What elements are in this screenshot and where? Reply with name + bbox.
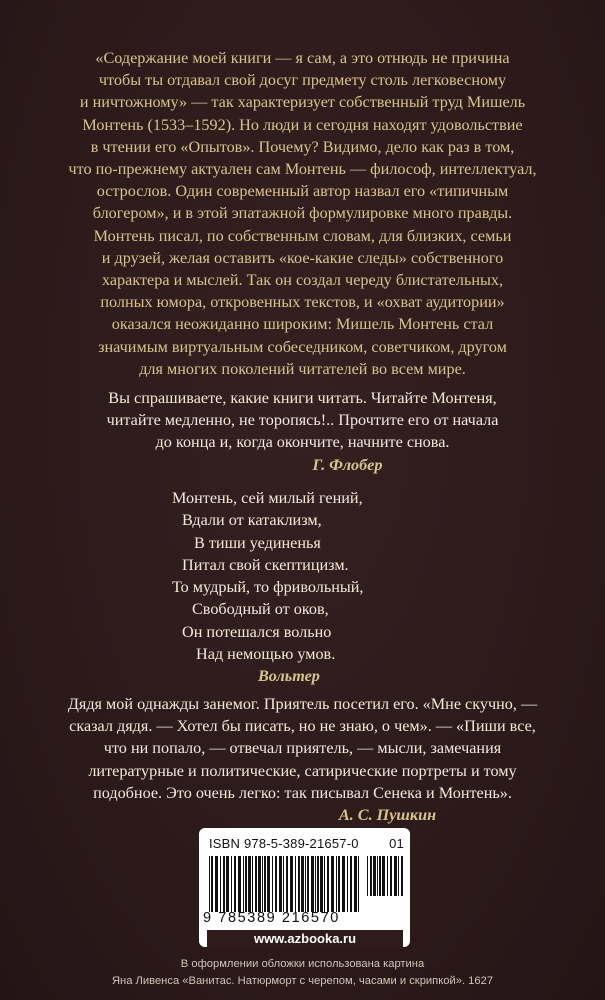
intro-paragraph: [40, 47, 565, 380]
quote-line: литературные и политические, сатирические портреты и тому: [88, 761, 517, 780]
poem-line: То мудрый, то фривольный,: [172, 578, 364, 597]
poem-line: Вдали от катаклизм,: [182, 511, 322, 530]
barcode-bars: [209, 856, 359, 912]
intro-line: что по-прежнему актуален сам Монтень — философ, интеллектуал,: [68, 160, 537, 179]
intro-line: и друзей, желая оставить «кое-какие следы» собственного: [101, 248, 504, 267]
credit-line: Яна Ливенса «Ванитас. Натюрморт с черепом, часами и скрипкой». 1627: [111, 975, 494, 987]
intro-line: оказался неожиданно широким: Мишель Монтень стал: [111, 315, 494, 334]
intro-line: в чтении его «Опытов». Почему? Видимо, дело как раз в том,: [90, 137, 515, 156]
intro-line: Монтень (1533–1592). Но люди и сегодня находят удовольствие: [82, 115, 523, 134]
quote-author: Г. Флобер: [312, 455, 383, 474]
poem-line: Свободный от оков,: [192, 600, 329, 619]
poem-line: В тиши уединенья: [194, 533, 321, 552]
intro-line: полных юмора, откровенных текстов, и «охват аудитории»: [100, 293, 505, 312]
pushkin-quote: [40, 693, 565, 826]
poem-line: Над немощью умов.: [196, 645, 336, 664]
quote-line: подобное. Это очень легко: так писывал Сенека и Монтень».: [93, 783, 512, 802]
intro-line: «Содержание моей книги — я сам, а это отнюдь не причина: [95, 49, 510, 67]
intro-line: и ничтожному» — так характеризует собственный труд Мишель: [79, 93, 526, 112]
credit-line: В оформлении обложки использована картина: [180, 958, 425, 970]
intro-line: для многих поколений читателей во всем мире.: [139, 359, 466, 378]
quote-line: Дядя мой однажды занемог. Приятель посетил его. «Мне скучно, —: [67, 695, 538, 713]
voltaire-poem: [150, 487, 450, 688]
quote-line: до конца и, когда окончите, начните снова.: [155, 433, 450, 452]
quote-line: читайте медленно, не торопясь!.. Прочтите его от начала: [106, 411, 499, 430]
intro-line: блогером», и в этой эпатажной формулировке много правды.: [92, 204, 513, 223]
intro-line: значимым виртуальным собеседником, советчиком, другом: [98, 337, 507, 356]
poem-line: Питал свой скептицизм.: [182, 555, 349, 574]
intro-line: характера и мыслей. Так он создал череду блистательных,: [101, 271, 504, 290]
quote-author: А. С. Пушкин: [338, 806, 437, 825]
intro-line: чтобы ты отдавал свой досуг предмету столь легковесному: [98, 71, 507, 90]
quote-author: Вольтер: [258, 667, 320, 686]
poem-line: Монтень, сей милый гений,: [172, 489, 363, 507]
isbn-addon: 01: [389, 836, 404, 851]
intro-line: острослов. Один современный автор назвал его «типичным: [96, 182, 509, 201]
barcode-digits: 9 785389 216570: [203, 910, 340, 926]
flaubert-quote: [40, 387, 565, 476]
barcode-addon-bars: [367, 856, 403, 896]
isbn-row: [209, 836, 404, 851]
publisher-website: www.azbooka.ru: [207, 930, 403, 947]
poem-line: Он потешался вольно: [182, 622, 332, 641]
quote-line: Вы спрашиваете, какие книги читать. Читайте Монтеня,: [108, 389, 497, 407]
quote-line: сказал дядя. — Хотел бы писать, но не знаю, о чем». — «Пиши все,: [69, 717, 536, 736]
isbn-barcode: [199, 828, 410, 947]
cover-credit: [60, 956, 545, 990]
intro-line: Монтень писал, по собственным словам, для близких, семьи: [93, 226, 512, 245]
quote-line: что ни попало, — отвечал приятель, — мысли, замечания: [103, 739, 502, 758]
isbn-text: ISBN 978-5-389-21657-0: [209, 836, 359, 851]
